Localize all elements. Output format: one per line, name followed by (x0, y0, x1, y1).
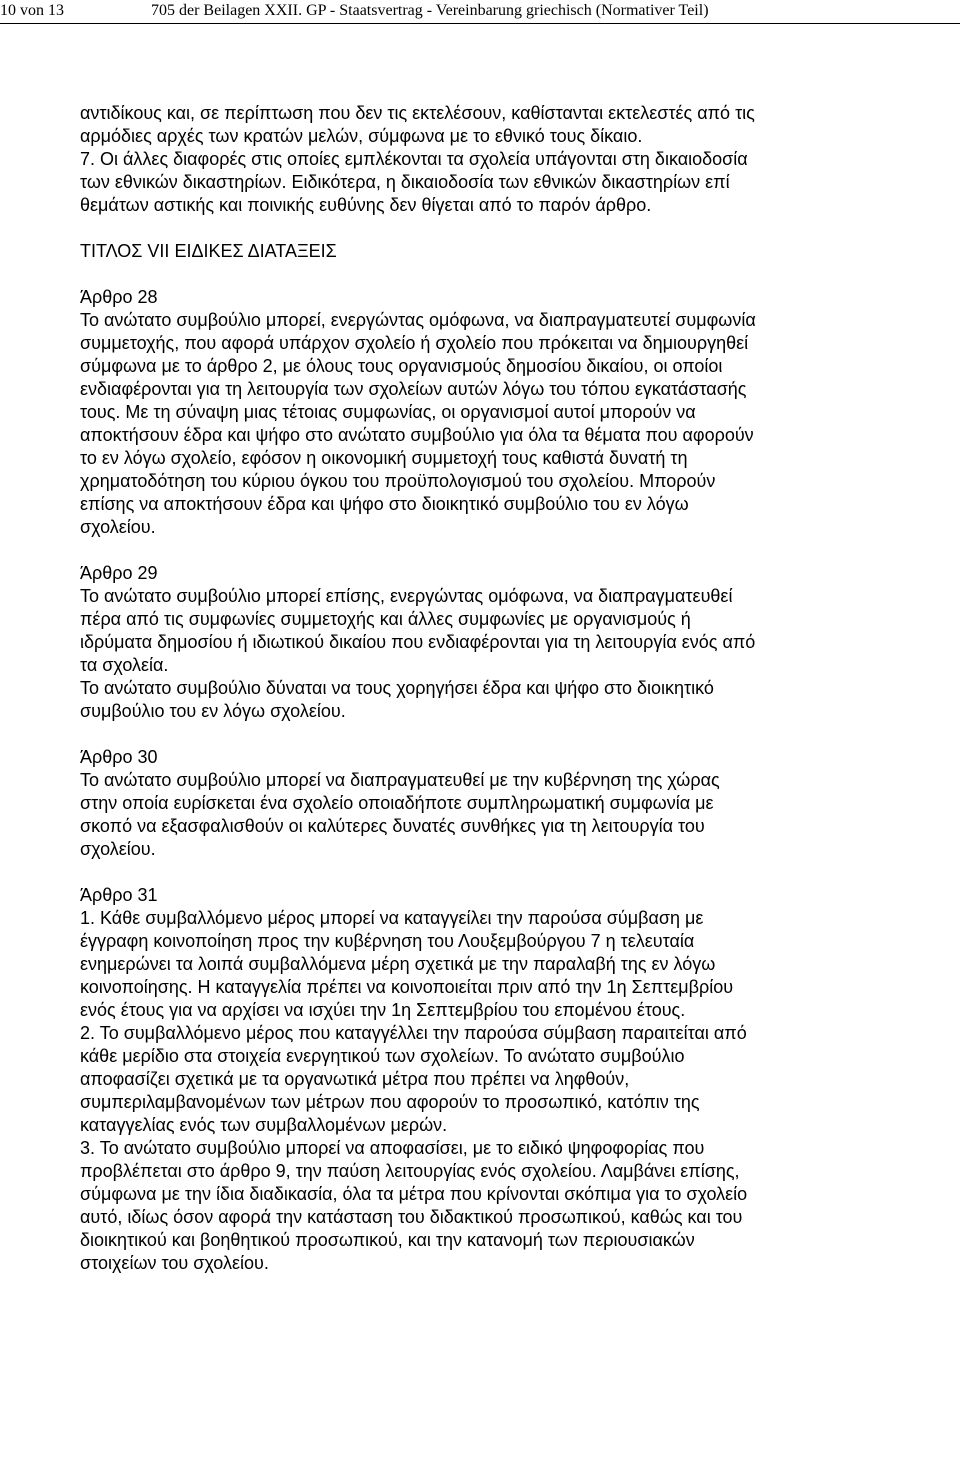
text-line: 2. Το συμβαλλόμενο μέρος που καταγγέλλει την παρούσα σύμβαση παραιτείται από (80, 1023, 747, 1043)
page-number: 10 von 13 (0, 2, 64, 19)
article-heading: Άρθρο 29 (80, 563, 158, 583)
article-30 (80, 746, 960, 861)
spacer (80, 723, 960, 746)
text-line: ιδρύματα δημοσίου ή ιδιωτικού δικαίου που ενδιαφέρονται για τη λειτουργία ενός από (80, 632, 756, 652)
header-divider (0, 23, 960, 24)
text-line: Το ανώτατο συμβούλιο μπορεί επίσης, ενεργώντας ομόφωνα, να διαπραγματευθεί (80, 586, 733, 606)
text-line: τους. Με τη σύναψη μιας τέτοιας συμφωνίας, οι οργανισμοί αυτοί μπορούν να (80, 402, 696, 422)
text-line: προβλέπεται στο άρθρο 9, την παύση λειτουργίας ενός σχολείου. Λαμβάνει επίσης, (80, 1161, 740, 1181)
text-line: σκοπό να εξασφαλισθούν οι καλύτερες δυνατές συνθήκες για τη λειτουργία του (80, 816, 705, 836)
spacer (80, 263, 960, 286)
text-line: σχολείου. (80, 839, 156, 859)
title-vii-heading: ΤΙΤΛΟΣ VII ΕΙΔΙΚΕΣ ΔΙΑΤΑΞΕΙΣ (80, 241, 337, 261)
text-line: σύμφωνα με το άρθρο 2, με όλους τους οργανισμούς δημοσίου δικαίου, οι οποίοι (80, 356, 723, 376)
intro-paragraph (80, 102, 960, 217)
text-line: πέρα από τις συμφωνίες συμμετοχής και άλλες συμφωνίες με οργανισμούς ή (80, 609, 691, 629)
text-line: θεμάτων αστικής και ποινικής ευθύνης δεν θίγεται από το παρόν άρθρο. (80, 195, 652, 215)
text-line: 1. Κάθε συμβαλλόμενο μέρος μπορεί να καταγγείλει την παρούσα σύμβαση με (80, 908, 704, 928)
text-line: των εθνικών δικαστηρίων. Ειδικότερα, η δικαιοδοσία των εθνικών δικαστηρίων επί (80, 172, 730, 192)
text-line: αρμόδιες αρχές των κρατών μελών, σύμφωνα με το εθνικό τους δίκαιο. (80, 126, 643, 146)
text-line: συμβούλιο του εν λόγω σχολείου. (80, 701, 346, 721)
text-line: Το ανώτατο συμβούλιο δύναται να τους χορηγήσει έδρα και ψήφο στο διοικητικό (80, 678, 714, 698)
text-line: στοιχείων του σχολείου. (80, 1253, 269, 1273)
article-heading: Άρθρο 31 (80, 885, 158, 905)
text-line: ενός έτους για να αρχίσει να ισχύει την 1η Σεπτεμβρίου του επομένου έτους. (80, 1000, 686, 1020)
article-31 (80, 884, 960, 1275)
text-line: Το ανώτατο συμβούλιο μπορεί, ενεργώντας ομόφωνα, να διαπραγματευτεί συμφωνία (80, 310, 756, 330)
text-line: κοινοποίησης. Η καταγγελία πρέπει να κοινοποιείται πριν από την 1η Σεπτεμβρίου (80, 977, 734, 997)
text-line: έγγραφη κοινοποίηση προς την κυβέρνηση του Λουξεμβούργου 7 η τελευταία (80, 931, 695, 951)
text-line: στην οποία ευρίσκεται ένα σχολείο οποιαδήποτε συμπληρωματική συμφωνία με (80, 793, 714, 813)
text-line: 3. Το ανώτατο συμβούλιο μπορεί να αποφασίσει, με το ειδικό ψηφοφορίας που (80, 1138, 705, 1158)
spacer (80, 861, 960, 884)
text-line: κάθε μερίδιο στα στοιχεία ενεργητικού των σχολείων. Το ανώτατο συμβούλιο (80, 1046, 685, 1066)
text-line: το εν λόγω σχολείο, εφόσον η οικονομική συμμετοχή τους καθιστά δυνατή τη (80, 448, 688, 468)
text-line: καταγγελίας ενός των συμβαλλομένων μερών. (80, 1115, 448, 1135)
article-heading: Άρθρο 30 (80, 747, 158, 767)
article-28 (80, 286, 960, 539)
text-line: συμπεριλαμβανομένων των μέτρων που αφορούν το προσωπικό, κατόπιν της (80, 1092, 700, 1112)
text-line: ενδιαφέρονται για τη λειτουργία των σχολείων αυτών λόγω του τόπου εγκατάστασής (80, 379, 747, 399)
text-line: Το ανώτατο συμβούλιο μπορεί να διαπραγματευθεί με την κυβέρνηση της χώρας (80, 770, 720, 790)
article-29 (80, 562, 960, 723)
spacer (80, 539, 960, 562)
text-line: τα σχολεία. (80, 655, 169, 675)
text-line: αποφασίζει σχετικά με τα οργανωτικά μέτρα που πρέπει να ληφθούν, (80, 1069, 630, 1089)
text-line: ενημερώνει τα λοιπά συμβαλλόμενα μέρη σχετικά με την παραλαβή της εν λόγω (80, 954, 716, 974)
text-line: διοικητικού και βοηθητικού προσωπικού, και την κατανομή των περιουσιακών (80, 1230, 695, 1250)
article-heading: Άρθρο 28 (80, 287, 158, 307)
spacer (80, 217, 960, 240)
text-line: σχολείου. (80, 517, 156, 537)
text-line: αντιδίκους και, σε περίπτωση που δεν τις εκτελέσουν, καθίστανται εκτελεστές από τις (80, 103, 755, 123)
page-header (0, 0, 960, 22)
text-line: επίσης να αποκτήσουν έδρα και ψήφο στο διοικητικό συμβούλιο του εν λόγω (80, 494, 689, 514)
text-line: αποκτήσουν έδρα και ψήφο στο ανώτατο συμβούλιο για όλα τα θέματα που αφορούν (80, 425, 754, 445)
text-line: 7. Οι άλλες διαφορές στις οποίες εμπλέκονται τα σχολεία υπάγονται στη δικαιοδοσία (80, 149, 748, 169)
document-body (80, 102, 960, 1275)
text-line: συμμετοχής, που αφορά υπάρχον σχολείο ή σχολείο που πρόκειται να δημιουργηθεί (80, 333, 749, 353)
text-line: σύμφωνα με την ίδια διαδικασία, όλα τα μέτρα που κρίνονται σκόπιμα για το σχολείο (80, 1184, 748, 1204)
text-line: αυτό, ιδίως όσον αφορά την κατάσταση του διδακτικού προσωπικού, καθώς και του (80, 1207, 743, 1227)
header-title: 705 der Beilagen XXII. GP - Staatsvertrag - Vereinbarung griechisch (Normativer Teil) (151, 2, 709, 19)
text-line: χρηματοδότηση του κύριου όγκου του προϋπολογισμού του σχολείου. Μπορούν (80, 471, 716, 491)
